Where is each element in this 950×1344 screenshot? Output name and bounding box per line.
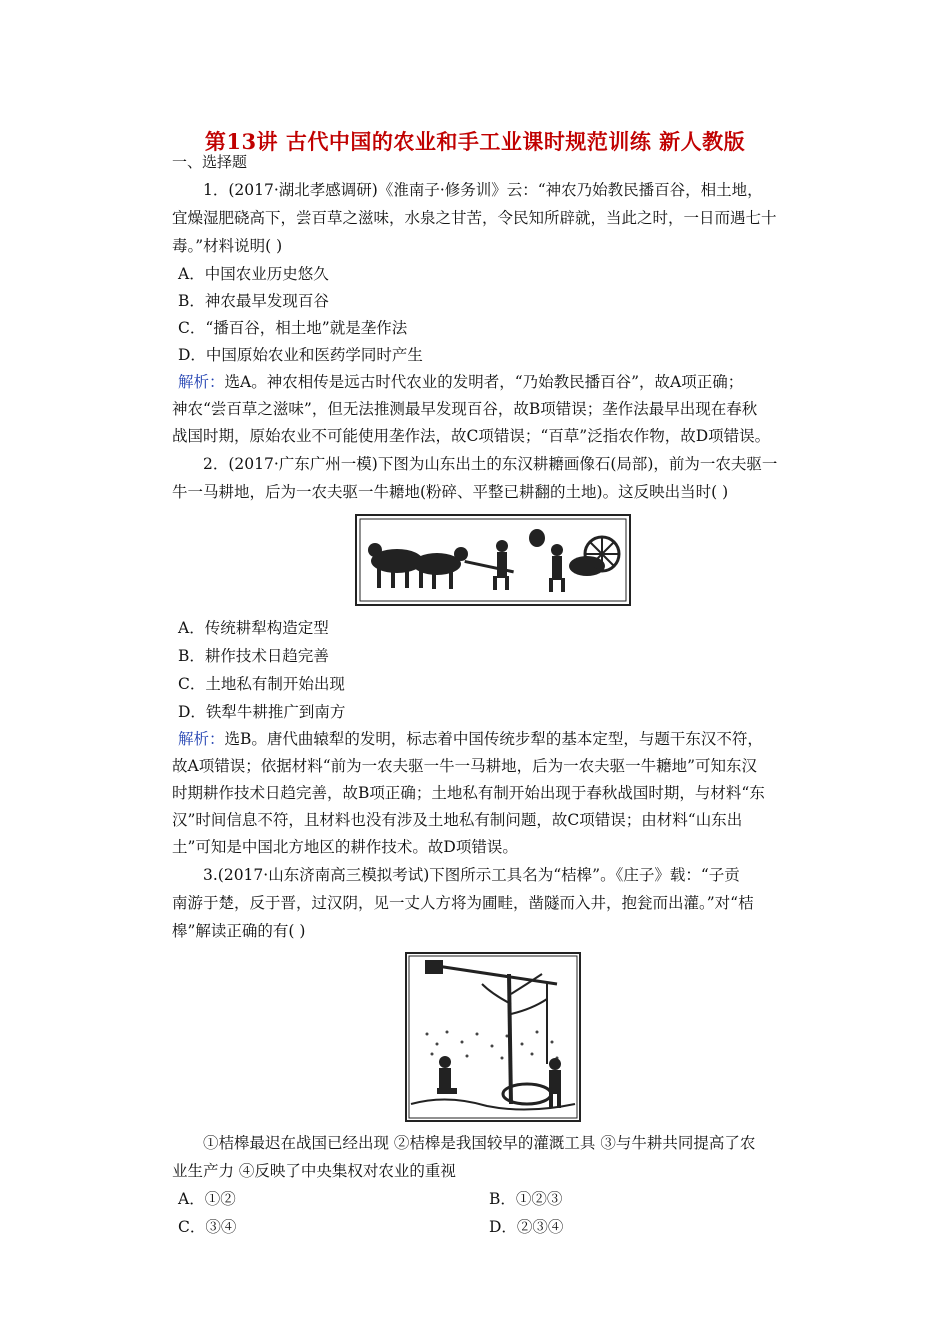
section-heading: 一、选择题 bbox=[172, 153, 248, 171]
q2-option-a: A．传统耕犁构造定型 bbox=[178, 619, 329, 637]
q1-stem-line: 1．(2017·湖北孝感调研)《淮南子·修务训》云：“神农乃始教民播百谷，相土地， bbox=[203, 181, 763, 199]
q1-analysis-line: 神农“尝百草之滋味”，但无法推测最早发现百谷，故B项错误；垄作法最早出现在春秋 bbox=[172, 400, 758, 418]
q3-option-c: C．③④ bbox=[178, 1218, 237, 1236]
q1-option-c: C．“播百谷，相土地”就是垄作法 bbox=[178, 319, 408, 337]
q3-stem-line: 南游于楚，反于晋，过汉阴，见一丈人方将为圃畦，凿隧而入井，抱瓮而出灌。”对“桔 bbox=[172, 894, 754, 912]
q2-stem-line: 牛一马耕地，后为一农夫驱一牛耱地(粉碎、平整已耕翻的土地)。这反映出当时( ) bbox=[172, 483, 729, 501]
q2-analysis-line: 土”可知是中国北方地区的耕作技术。故D项错误。 bbox=[172, 838, 518, 856]
q2-option-c: C．土地私有制开始出现 bbox=[178, 675, 345, 693]
q2-analysis-line: 故A项错误；依据材料“前为一农夫驱一牛一马耕地，后为一农夫驱一牛耱地”可知东汉 bbox=[172, 757, 758, 775]
q1-analysis-line: 解析：选A。神农相传是远古时代农业的发明者，“乃始教民播百谷”，故A项正确； bbox=[178, 373, 744, 391]
q2-option-b: B．耕作技术日趋完善 bbox=[178, 647, 329, 665]
q3-option-a: A．①② bbox=[178, 1190, 236, 1208]
q2-analysis-line: 解析：选B。唐代曲辕犁的发明，标志着中国传统步犁的基本定型，与题干东汉不符， bbox=[178, 730, 763, 748]
q3-statements-line: ①桔槔最迟在战国已经出现 ②桔槔是我国较早的灌溉工具 ③与牛耕共同提高了农 bbox=[203, 1134, 756, 1152]
page-title: 第13讲 古代中国的农业和手工业课时规范训练 新人教版 bbox=[204, 129, 746, 154]
analysis-label: 解析： bbox=[178, 373, 225, 391]
q2-analysis-line: 汉”时间信息不符，且材料也没有涉及土地私有制问题，故C项错误；由材料“山东出 bbox=[172, 811, 743, 829]
q3-option-b: B．①②③ bbox=[489, 1190, 563, 1208]
q1-option-d: D．中国原始农业和医药学同时产生 bbox=[178, 346, 423, 364]
q3-option-d: D．②③④ bbox=[489, 1218, 564, 1236]
stone-relief-image bbox=[355, 514, 631, 606]
analysis-label: 解析： bbox=[178, 730, 225, 748]
q1-option-a: A．中国农业历史悠久 bbox=[178, 265, 329, 283]
q3-statements-line: 业生产力 ④反映了中央集权对农业的重视 bbox=[172, 1162, 456, 1180]
jiegao-illustration bbox=[405, 952, 581, 1122]
q1-stem-line: 毒。”材料说明( ) bbox=[172, 237, 283, 255]
q2-option-d: D．铁犁牛耕推广到南方 bbox=[178, 703, 346, 721]
q3-stem-line: 3.(2017·山东济南高三模拟考试)下图所示工具名为“桔槔”。《庄子》载：“子贡 bbox=[203, 866, 740, 884]
q3-stem-line: 槔”解读正确的有( ) bbox=[172, 922, 306, 940]
q2-analysis-line: 时期耕作技术日趋完善，故B项正确；土地私有制开始出现于春秋战国时期，与材料“东 bbox=[172, 784, 765, 802]
q1-analysis-line: 战国时期，原始农业不可能使用垄作法，故C项错误；“百草”泛指农作物，故D项错误。 bbox=[172, 427, 771, 445]
q2-stem-line: 2．(2017·广东广州一模)下图为山东出土的东汉耕耱画像石(局部)，前为一农夫驱一 bbox=[203, 455, 778, 473]
q1-option-b: B．神农最早发现百谷 bbox=[178, 292, 329, 310]
q1-stem-line: 宜燥湿肥硗高下，尝百草之滋味，水泉之甘苦，令民知所辟就，当此之时，一日而遇七十 bbox=[172, 209, 777, 227]
